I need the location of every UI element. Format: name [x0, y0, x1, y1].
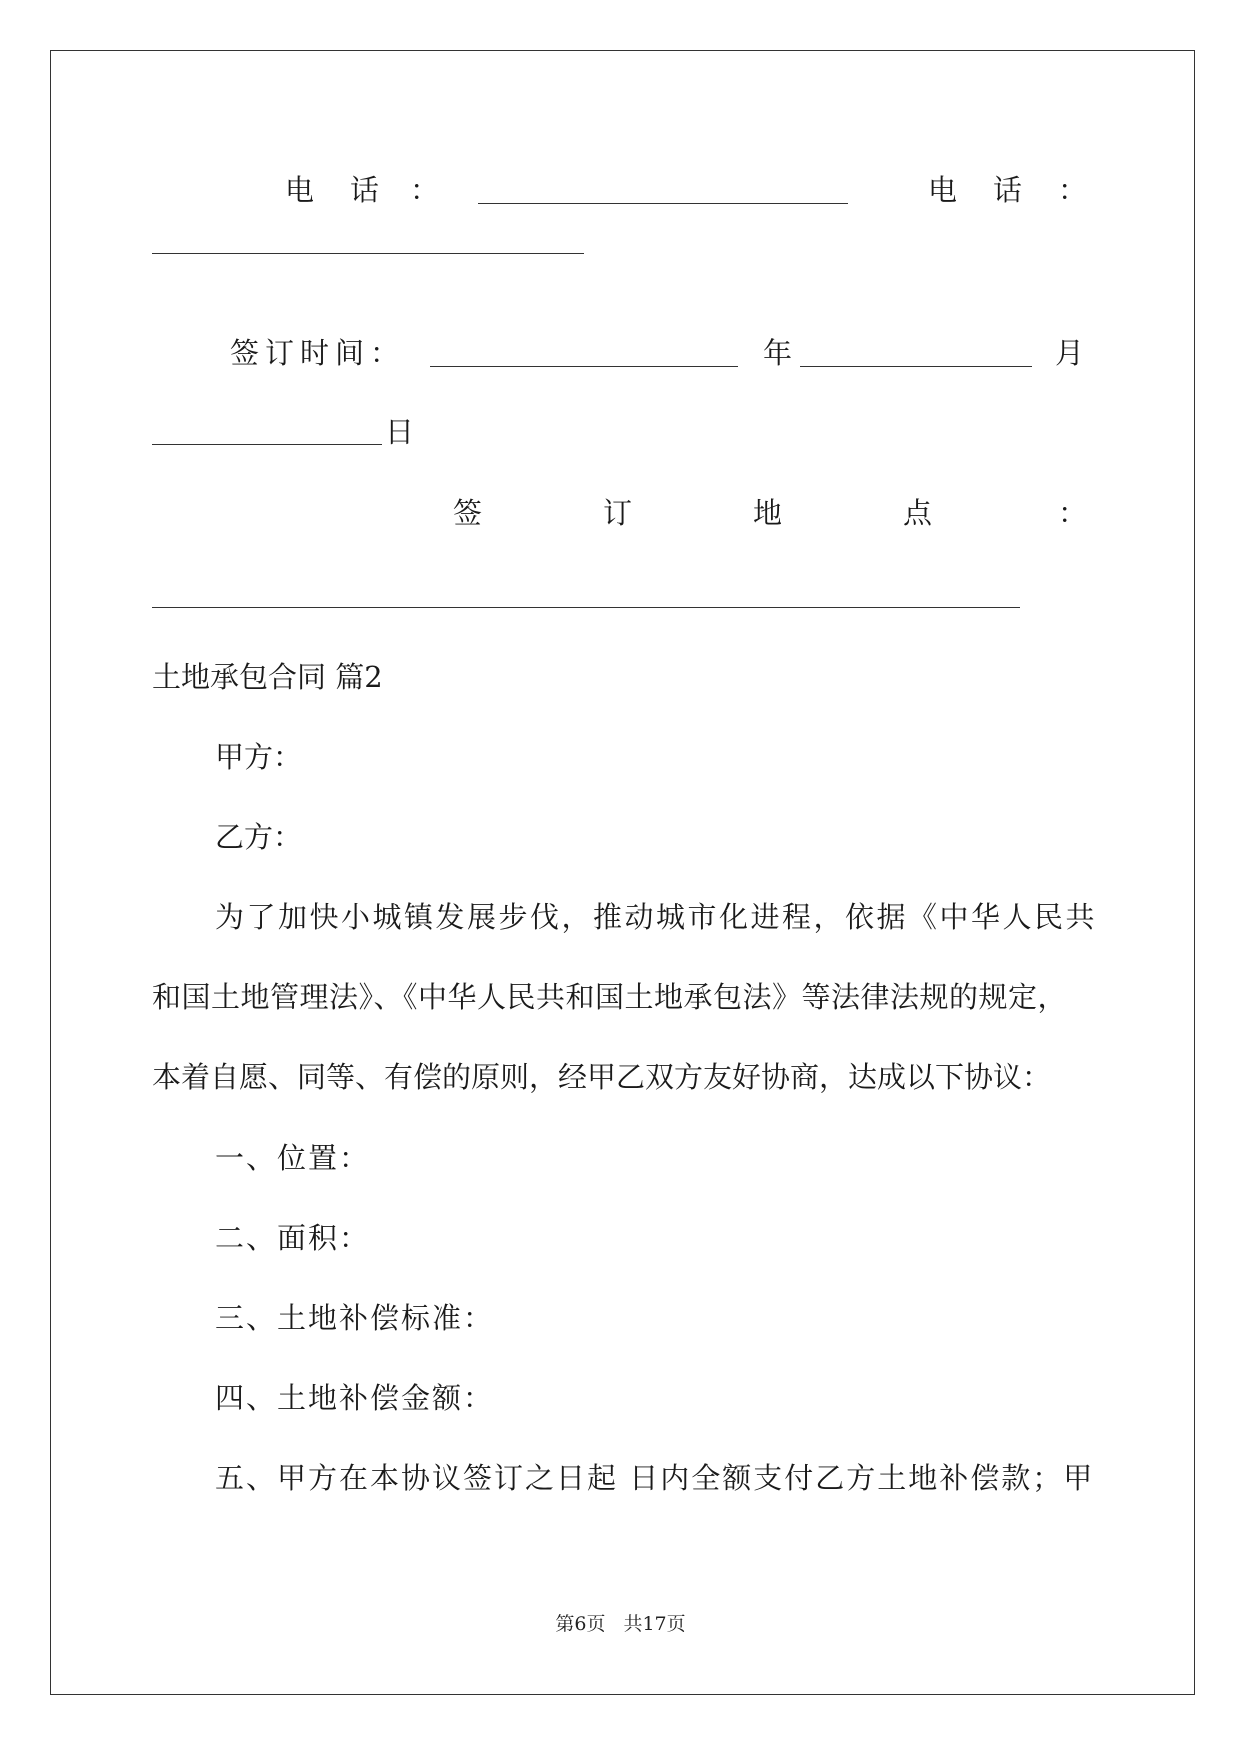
sign-place-colon: ： — [1058, 496, 1088, 530]
phone-b-blank[interactable] — [152, 253, 584, 254]
section-heading: 土地承包合同 篇2 — [152, 660, 383, 694]
party-a-label: 甲方： — [215, 740, 303, 774]
clause-item: 一、位置： — [215, 1141, 371, 1175]
page-number-current: 第6页 — [555, 1613, 606, 1635]
clause-item: 四、土地补偿金额： — [215, 1381, 495, 1415]
sign-place-char: 订 — [603, 496, 633, 530]
preamble-line: 和国土地管理法》、《中华人民共和国土地承包法》等法律法规的规定， — [152, 980, 1068, 1014]
phone-a-blank[interactable] — [478, 203, 848, 204]
phone-label-b-char: 话 — [993, 173, 1023, 207]
clause-item: 三、土地补偿标准： — [215, 1301, 495, 1335]
sign-time-day-blank[interactable] — [152, 444, 382, 445]
sign-time-label: 签订时间： — [230, 336, 406, 370]
page-border — [50, 50, 1195, 1695]
party-b-label: 乙方： — [215, 820, 303, 854]
preamble-line: 为了加快小城镇发展步伐，推动城市化进程，依据《中华人民共 — [215, 900, 1098, 934]
phone-row — [0, 170, 1241, 210]
sign-place-blank[interactable] — [152, 607, 1020, 608]
phone-label-b-char: 电 — [928, 173, 958, 207]
sign-time-year-label: 年 — [763, 336, 793, 370]
clause-item: 二、面积： — [215, 1221, 371, 1255]
phone-label-a-char: 话 — [350, 173, 380, 207]
phone-label-a-char: 电 — [285, 173, 315, 207]
sign-time-month-label: 月 — [1055, 336, 1085, 370]
phone-label-a-colon: ： — [410, 173, 440, 207]
sign-place-char: 地 — [753, 496, 783, 530]
sign-place-char: 点 — [903, 496, 933, 530]
sign-time-year-blank[interactable] — [430, 366, 738, 367]
sign-place-char: 签 — [453, 496, 483, 530]
sign-time-day-label: 日 — [385, 415, 415, 449]
clause-item: 五、甲方在本协议签订之日起 日内全额支付乙方土地补偿款；甲 — [215, 1461, 1095, 1495]
preamble-line: 本着自愿、同等、有偿的原则，经甲乙双方友好协商，达成以下协议： — [152, 1060, 1052, 1094]
phone-label-b-colon: ： — [1058, 173, 1088, 207]
page-number-total: 共17页 — [623, 1613, 686, 1635]
sign-place-row — [0, 493, 1241, 533]
page-footer — [0, 1612, 1241, 1636]
sign-time-month-blank[interactable] — [800, 366, 1032, 367]
